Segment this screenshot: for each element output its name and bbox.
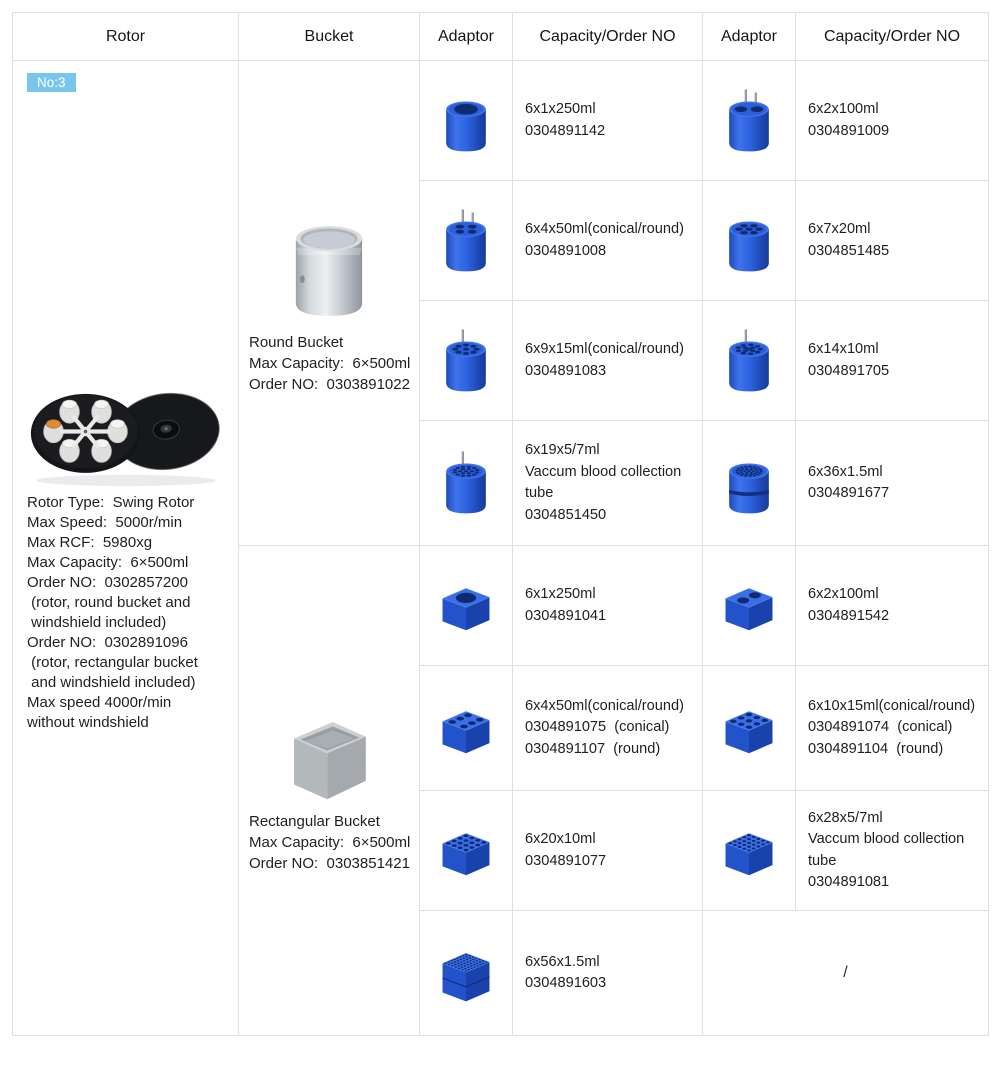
capacity-line: 6x7x20ml xyxy=(808,221,871,237)
capacity-line: 0304891142 xyxy=(525,122,606,139)
adaptor-cell xyxy=(703,421,796,546)
rotor-spec-line: Rotor Type: Swing Rotor xyxy=(27,494,195,511)
capacity-order-cell xyxy=(796,666,989,791)
adaptor-icon xyxy=(716,578,782,633)
capacity-line: 0304891008 xyxy=(525,242,607,259)
capacity-line: 0304891081 xyxy=(808,874,890,890)
capacity-line: 6x1x250ml xyxy=(525,586,596,602)
adaptor-cell xyxy=(703,666,796,791)
capacity-line: Vaccum blood collection xyxy=(525,463,682,480)
header-capacity-right: Capacity/Order NO xyxy=(796,13,989,61)
adaptor-icon xyxy=(435,88,497,154)
adaptor-cell xyxy=(703,61,796,181)
rotor-spec-line: windshield included) xyxy=(27,614,167,631)
adaptor-icon xyxy=(433,943,499,1004)
bucket-caption-line: Max Capacity: 6×500ml xyxy=(249,834,411,851)
capacity-order-cell xyxy=(513,181,703,301)
bucket-caption-line: Order NO: 0303891022 xyxy=(249,376,410,393)
capacity-order-cell xyxy=(513,546,703,666)
capacity-order-cell xyxy=(513,791,703,911)
capacity-line: 0304891603 xyxy=(525,975,607,991)
rotor-spec-line: Order NO: 0302857200 xyxy=(27,574,188,591)
bucket-caption xyxy=(239,332,419,395)
header-capacity-left: Capacity/Order NO xyxy=(513,13,703,61)
adaptor-icon xyxy=(433,823,499,878)
adaptor-cell xyxy=(420,666,513,791)
rotor-spec-line: and windshield included) xyxy=(27,674,196,691)
rotor-spec-table xyxy=(12,12,989,1036)
adaptor-cell xyxy=(703,546,796,666)
capacity-line: 6x4x50ml(conical/round) xyxy=(525,697,684,714)
empty-placeholder-cell: / xyxy=(703,911,989,1036)
rotor-spec-line: Max RCF: 5980xg xyxy=(27,534,153,551)
capacity-order-cell xyxy=(513,301,703,421)
capacity-line: 0304891075 (conical) xyxy=(525,719,670,736)
capacity-line: 6x1x250ml xyxy=(525,101,596,117)
capacity-order-cell xyxy=(513,666,703,791)
adaptor-icon xyxy=(435,450,497,516)
capacity-line: 0304891705 xyxy=(808,362,890,379)
capacity-line: 6x14x10ml xyxy=(808,341,879,357)
rotor-spec-line: without windshield xyxy=(27,714,149,731)
capacity-line: 6x2x100ml xyxy=(808,101,879,117)
capacity-line: 6x2x100ml xyxy=(808,586,879,602)
capacity-line: 6x56x1.5ml xyxy=(525,953,600,970)
rotor-spec-line: Max speed 4000r/min xyxy=(27,694,172,711)
adaptor-cell xyxy=(420,911,513,1036)
adaptor-cell xyxy=(420,301,513,421)
capacity-line: 0304891041 xyxy=(525,607,607,624)
capacity-line: tube xyxy=(808,852,837,869)
capacity-line: 6x9x15ml(conical/round) xyxy=(525,341,684,357)
capacity-line: 0304851485 xyxy=(808,242,890,259)
round-bucket-image xyxy=(283,211,375,326)
adaptor-cell xyxy=(420,546,513,666)
bucket-caption-line: Max Capacity: 6×500ml xyxy=(249,355,411,372)
capacity-line: 6x4x50ml(conical/round) xyxy=(525,221,684,237)
adaptor-icon xyxy=(718,88,780,154)
header-rotor: Rotor xyxy=(13,13,239,61)
capacity-line: 6x20x10ml xyxy=(525,831,596,847)
header-adaptor-right: Adaptor xyxy=(703,13,796,61)
bucket-caption xyxy=(239,811,419,874)
capacity-order-cell xyxy=(513,421,703,546)
rotor-cell xyxy=(13,61,239,1036)
capacity-order-cell xyxy=(796,181,989,301)
adaptor-cell xyxy=(420,791,513,911)
capacity-line: 6x36x1.5ml xyxy=(808,463,883,480)
adaptor-icon xyxy=(433,578,499,633)
capacity-line: 0304851450 xyxy=(525,506,607,523)
capacity-line: 0304891542 xyxy=(808,607,890,624)
adaptor-icon xyxy=(718,328,780,394)
bucket-caption-line: Round Bucket xyxy=(249,334,344,351)
adaptor-icon xyxy=(716,701,782,756)
header-bucket: Bucket xyxy=(239,13,420,61)
capacity-line: 0304891083 xyxy=(525,362,607,379)
adaptor-cell xyxy=(420,181,513,301)
round-bucket-cell xyxy=(239,61,420,546)
capacity-order-cell xyxy=(513,61,703,181)
rotor-spec-line: Max Capacity: 6×500ml xyxy=(27,554,189,571)
capacity-line: 6x10x15ml(conical/round) xyxy=(808,697,976,714)
adaptor-icon xyxy=(716,823,782,878)
rotor-spec-line: Max Speed: 5000r/min xyxy=(27,514,183,531)
bucket-caption-line: Rectangular Bucket xyxy=(249,813,380,830)
rotor-number-badge: No:3 xyxy=(27,73,76,92)
rotor-spec-line: (rotor, round bucket and xyxy=(27,594,191,611)
adaptor-icon xyxy=(718,208,780,274)
capacity-line: 6x19x5/7ml xyxy=(525,442,600,458)
capacity-order-cell xyxy=(796,546,989,666)
capacity-line: tube xyxy=(525,485,554,501)
swing-rotor-image xyxy=(13,375,238,488)
capacity-line: Vaccum blood collection xyxy=(808,831,965,847)
capacity-line: 0304891009 xyxy=(808,122,890,139)
adaptor-cell xyxy=(420,61,513,181)
adaptor-cell xyxy=(703,301,796,421)
rectangular-bucket-image xyxy=(283,707,375,805)
rotor-spec-line: (rotor, rectangular bucket xyxy=(27,654,198,671)
rectangular-bucket-cell xyxy=(239,546,420,1036)
rotor-specs xyxy=(27,493,234,733)
adaptor-icon xyxy=(718,450,780,516)
bucket-caption-line: Order NO: 0303851421 xyxy=(249,855,410,872)
capacity-order-cell xyxy=(513,911,703,1036)
header-adaptor-left: Adaptor xyxy=(420,13,513,61)
capacity-order-cell xyxy=(796,791,989,911)
rotor-spec-line: Order NO: 0302891096 xyxy=(27,634,188,651)
adaptor-icon xyxy=(435,208,497,274)
capacity-line: 6x28x5/7ml xyxy=(808,809,883,826)
capacity-order-cell xyxy=(796,421,989,546)
capacity-line: 0304891077 xyxy=(525,852,607,869)
capacity-line: 0304891104 (round) xyxy=(808,740,944,757)
capacity-order-cell xyxy=(796,301,989,421)
capacity-order-cell xyxy=(796,61,989,181)
capacity-line: 0304891107 (round) xyxy=(525,740,661,757)
adaptor-cell xyxy=(420,421,513,546)
adaptor-icon xyxy=(435,328,497,394)
capacity-line: 0304891074 (conical) xyxy=(808,719,953,736)
adaptor-cell xyxy=(703,181,796,301)
capacity-line: 0304891677 xyxy=(808,485,890,501)
adaptor-icon xyxy=(433,701,499,756)
adaptor-cell xyxy=(703,791,796,911)
